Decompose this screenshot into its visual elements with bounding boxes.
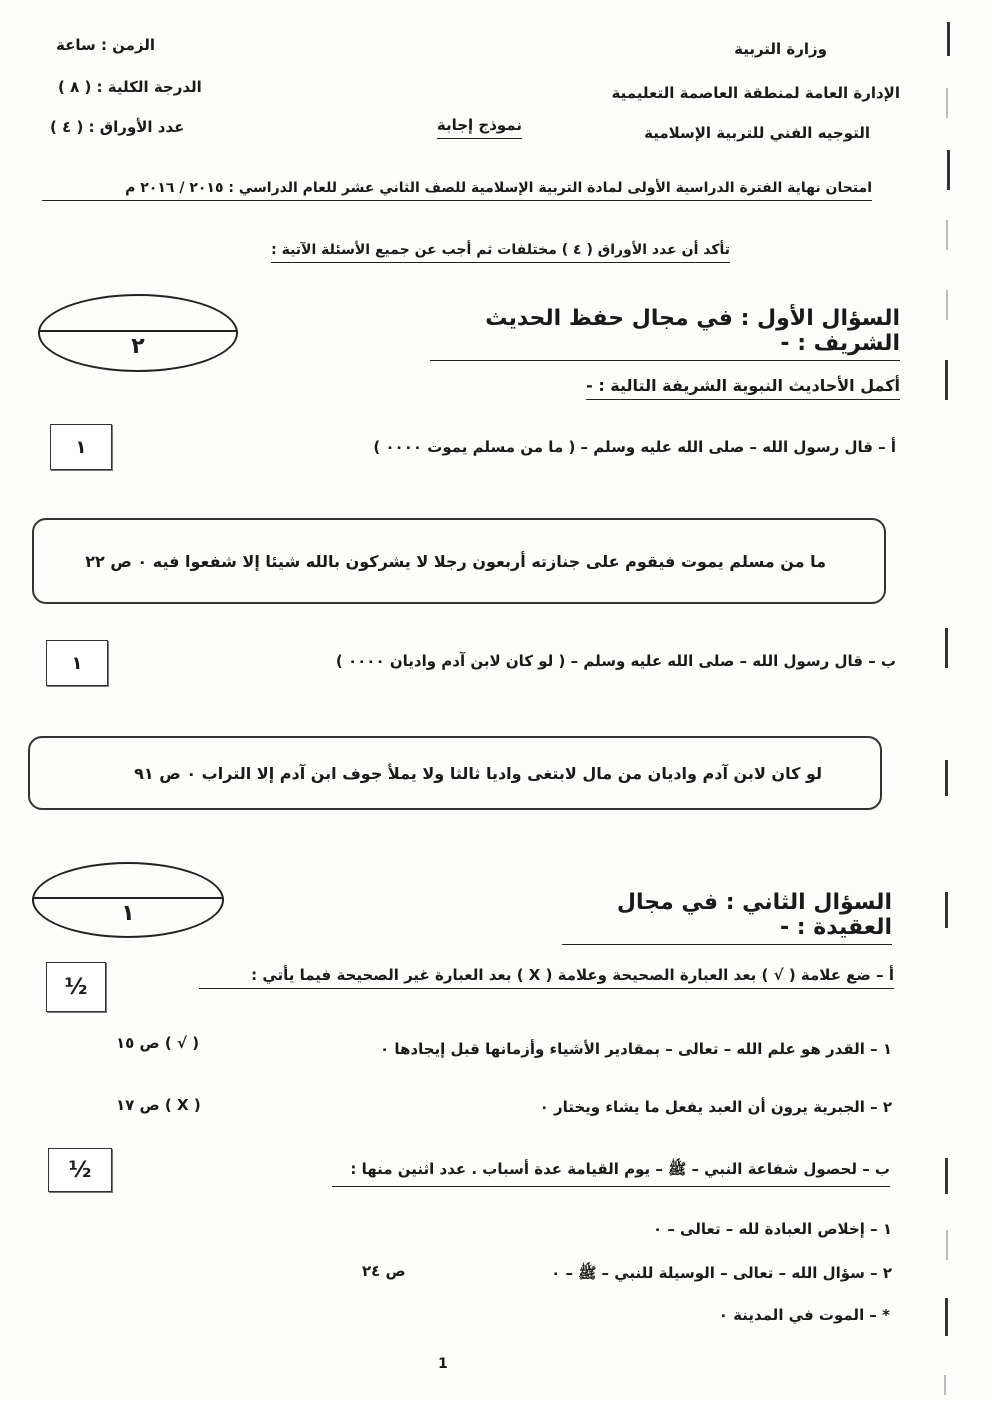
q1-b-mark-box: ١ — [46, 640, 108, 686]
q2-b-item-1: ١ – إخلاص العبادة لله – تعالى – ٠ — [652, 1220, 892, 1238]
q1-b-prompt: ب – قال رسول الله – صلى الله عليه وسلم – ( لو كان لابن آدم واديان ٠٠٠٠ ) — [335, 652, 896, 670]
pages-count: عدد الأوراق : ( ٤ ) — [50, 118, 185, 136]
q1-subtitle: أكمل الأحاديث النبوية الشريفة التالية : - — [586, 376, 900, 400]
scan-edge-mark — [947, 150, 950, 190]
q2-a-item-1-answer: ( √ ) ص ١٥ — [116, 1034, 200, 1052]
q2-score: ١ — [121, 901, 135, 927]
q2-b-item-2: ٢ – سؤال الله – تعالى – الوسيلة للنبي – ﷺ – ٠ — [551, 1264, 892, 1282]
supervision-name: التوجيه الفني للتربية الإسلامية — [644, 124, 870, 142]
exam-time: الزمن : ساعة — [56, 36, 156, 54]
q2-a-item-2: ٢ – الجبرية يرون أن العبد يفعل ما يشاء ويختار ٠ — [539, 1098, 892, 1116]
scan-edge-mark — [945, 892, 948, 928]
q2-a-item-1: ١ – القدر هو علم الله – تعالى – بمقادير الأشياء وأزمانها قبل إيجادها ٠ — [380, 1040, 892, 1058]
ministry-name: وزارة التربية — [734, 40, 827, 58]
q2-a-prompt: أ – ضع علامة ( √ ) بعد العبارة الصحيحة وعلامة ( X ) بعد العبارة غير الصحيحة فيما يأتي : — [199, 966, 894, 989]
q1-score: ٢ — [131, 334, 145, 360]
directorate-name: الإدارة العامة لمنطقة العاصمة التعليمية — [611, 84, 900, 102]
page-number: 1 — [438, 1356, 448, 1372]
scan-edge-mark — [946, 1230, 948, 1260]
scan-edge-mark — [945, 760, 948, 796]
scan-edge-mark — [945, 1298, 948, 1336]
scan-edge-mark — [946, 220, 948, 250]
q2-score-ellipse — [32, 862, 224, 938]
q2-a-mark-box: ½ — [46, 962, 106, 1012]
q2-b-mark-box: ½ — [48, 1148, 112, 1192]
scan-edge-mark — [946, 88, 948, 118]
scan-edge-mark — [944, 1375, 946, 1395]
q2-a-item-2-answer: ( X ) ص ١٧ — [116, 1096, 201, 1114]
scan-edge-mark — [947, 22, 950, 56]
q2-title: السؤال الثاني : في مجال العقيدة : - — [562, 890, 892, 945]
q1-a-prompt: أ – قال رسول الله – صلى الله عليه وسلم – ( ما من مسلم يموت ٠٠٠٠ ) — [373, 438, 896, 456]
scan-edge-mark — [945, 1158, 948, 1194]
q1-a-mark-box: ١ — [50, 424, 112, 470]
q1-title: السؤال الأول : في مجال حفظ الحديث الشريف : - — [430, 306, 900, 361]
q2-b-prompt: ب – لحصول شفاعة النبي – ﷺ – يوم القيامة عدة أسباب . عدد اثنين منها : — [332, 1160, 890, 1187]
q2-b-item-3: * – الموت في المدينة ٠ — [718, 1306, 890, 1324]
q2-b-reference: ص ٢٤ — [362, 1262, 406, 1280]
q1-score-ellipse — [38, 294, 238, 372]
exam-title: امتحان نهاية الفترة الدراسية الأولى لمادة التربية الإسلامية للصف الثاني عشر للعام الدراسي : ٢٠١٥ / ٢٠١٦ م — [42, 180, 872, 201]
instruction: تأكد أن عدد الأوراق ( ٤ ) مختلفات ثم أجب عن جميع الأسئلة الآتية : — [271, 242, 730, 263]
scan-edge-mark — [945, 628, 948, 668]
total-grade: الدرجة الكلية : ( ٨ ) — [58, 78, 202, 96]
q1-a-answer-box: ما من مسلم يموت فيقوم على جنازته أربعون رجلا لا يشركون بالله شيئا إلا شفعوا فيه ٠ ص ٢٢ — [32, 518, 886, 604]
q1-b-answer-box: لو كان لابن آدم واديان من مال لابتغى واديا ثالثا ولا يملأ جوف ابن آدم إلا التراب ٠ ص ٩١ — [28, 736, 882, 810]
answer-model-label: نموذج إجابة — [437, 116, 522, 139]
scan-edge-mark — [945, 360, 948, 400]
scan-edge-mark — [946, 290, 948, 320]
